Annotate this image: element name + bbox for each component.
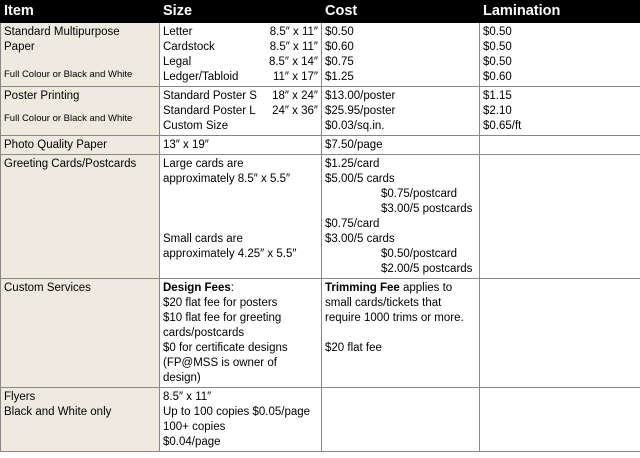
cost-greeting-cards: $1.25/card $5.00/5 cards $0.75/postcard $3.00/5 postcards $0.75/card $3.00/5 cards $0.50/postcard $2.00/5 postcards bbox=[322, 155, 480, 279]
size-line: Letter 8.5″ x 11″ bbox=[163, 26, 318, 38]
row-poster-printing bbox=[1, 87, 640, 136]
row-standard-paper bbox=[1, 23, 640, 87]
item-photo-paper: Photo Quality Paper bbox=[1, 136, 160, 155]
cost-flyers bbox=[322, 388, 480, 452]
item-flyers: Flyers Black and White only bbox=[1, 388, 160, 452]
size-poster-printing bbox=[160, 87, 322, 136]
lamination-flyers bbox=[480, 388, 640, 452]
lamination-greeting-cards bbox=[480, 155, 640, 279]
row-custom-services bbox=[1, 279, 640, 388]
item-custom-services: Custom Services bbox=[1, 279, 160, 388]
header-cost: Cost bbox=[322, 1, 480, 23]
header-size: Size bbox=[160, 1, 322, 23]
lamination-photo-paper bbox=[480, 136, 640, 155]
item-note: Full Colour or Black and White bbox=[4, 69, 133, 80]
lamination-custom-services bbox=[480, 279, 640, 388]
item-greeting-cards: Greeting Cards/Postcards bbox=[1, 155, 160, 279]
header-row bbox=[1, 1, 640, 23]
cost-standard-paper: $0.50 $0.60 $0.75 $1.25 bbox=[322, 23, 480, 87]
row-greeting-cards bbox=[1, 155, 640, 279]
design-fees-title: Design Fees bbox=[163, 282, 231, 294]
header-lamination: Lamination bbox=[480, 1, 640, 23]
size-photo-paper: 13″ x 19″ bbox=[160, 136, 322, 155]
size-line: Standard Poster S 18″ x 24″ bbox=[163, 90, 318, 102]
cost-poster-printing: $13.00/poster $25.95/poster $0.03/sq.in. bbox=[322, 87, 480, 136]
item-poster-printing: Poster Printing Full Colour or Black and White bbox=[1, 87, 160, 136]
cost-photo-paper: $7.50/page bbox=[322, 136, 480, 155]
row-photo-paper bbox=[1, 136, 640, 155]
lamination-standard-paper: $0.50 $0.50 $0.50 $0.60 bbox=[480, 23, 640, 87]
size-custom-services: Design Fees: $20 flat fee for posters $10 flat fee for greeting cards/postcards $0 for certificate designs (FP@MSS is owner of design) bbox=[160, 279, 322, 388]
size-standard-paper bbox=[160, 23, 322, 87]
size-line: Custom Size bbox=[163, 120, 229, 132]
size-flyers: 8.5″ x 11″ Up to 100 copies $0.05/page 100+ copies $0.04/page bbox=[160, 388, 322, 452]
lamination-poster-printing: $1.15 $2.10 $0.65/ft bbox=[480, 87, 640, 136]
size-line: Ledger/Tabloid 11″ x 17″ bbox=[163, 71, 318, 83]
size-line: Standard Poster L 24″ x 36″ bbox=[163, 105, 318, 117]
cost-custom-services: Trimming Fee applies to small cards/tickets that require 1000 trims or more. $20 flat fee bbox=[322, 279, 480, 388]
size-line: Cardstock 8.5″ x 11″ bbox=[163, 41, 318, 53]
item-standard-paper: Standard Multipurpose Paper Full Colour or Black and White bbox=[1, 23, 160, 87]
size-line: Legal 8.5″ x 14″ bbox=[163, 56, 318, 68]
item-note: Full Colour or Black and White bbox=[4, 113, 133, 124]
header-item: Item bbox=[1, 1, 160, 23]
trimming-fee-title: Trimming Fee bbox=[325, 282, 400, 294]
row-flyers bbox=[1, 388, 640, 452]
size-greeting-cards: Large cards are approximately 8.5″ x 5.5″ Small cards are approximately 4.25″ x 5.5″ bbox=[160, 155, 322, 279]
